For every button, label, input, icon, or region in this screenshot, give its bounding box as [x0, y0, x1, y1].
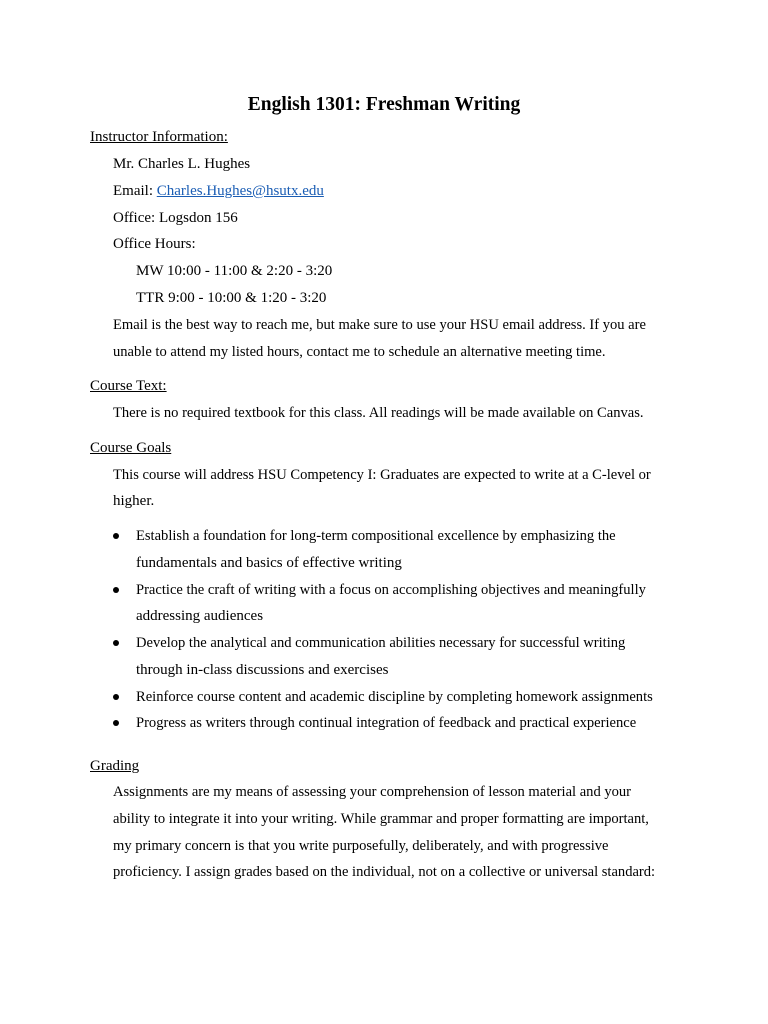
bullet-icon — [113, 694, 119, 700]
course-goals-heading: Course Goals — [90, 440, 172, 456]
bullet-icon — [113, 587, 119, 593]
instructor-info-heading: Instructor Information: — [90, 129, 228, 145]
office-hours-mw: MW 10:00 - 11:00 & 2:20 - 3:20 — [136, 263, 333, 279]
grading-line: Assignments are my means of assessing your comprehension of lesson material and your — [113, 784, 632, 800]
list-item-line: Develop the analytical and communication abilities necessary for successful writing — [136, 635, 626, 651]
grading-heading: Grading — [90, 758, 140, 774]
office-hours-ttr: TTR 9:00 - 10:00 & 1:20 - 3:20 — [136, 290, 327, 306]
list-item-line: Progress as writers through continual integration of feedback and practical experience — [136, 715, 637, 731]
list-item-line: Establish a foundation for long-term compositional excellence by emphasizing the — [136, 528, 616, 544]
email-label: Email: — [113, 183, 157, 199]
instructor-office: Office: Logsdon 156 — [113, 210, 238, 226]
bullet-icon — [113, 533, 119, 539]
course-goals-intro-line: This course will address HSU Competency I: Graduates are expected to write at a C-level or — [113, 467, 651, 483]
email-link[interactable]: Charles.Hughes@hsutx.edu — [156, 183, 324, 199]
list-item-line: Practice the craft of writing with a focus on accomplishing objectives and meaningfully — [136, 582, 646, 598]
list-item-line: addressing audiences — [136, 608, 264, 624]
bullet-icon — [113, 720, 119, 726]
office-hours-label: Office Hours: — [113, 236, 196, 252]
grading-line: ability to integrate it into your writing. While grammar and proper formatting are important, — [113, 811, 649, 827]
instructor-email-line — [113, 182, 324, 200]
course-goals-intro-line: higher. — [113, 493, 155, 509]
list-item-line: fundamentals and basics of effective writing — [136, 555, 402, 571]
grading-line: proficiency. I assign grades based on the individual, not on a collective or universal standard: — [113, 864, 656, 880]
grading-line: my primary concern is that you write purposefully, deliberately, and with progressive — [113, 838, 609, 854]
contact-note-line: unable to attend my listed hours, contact me to schedule an alternative meeting time. — [113, 344, 606, 360]
contact-note-line: Email is the best way to reach me, but make sure to use your HSU email address. If you are — [113, 317, 646, 333]
instructor-name: Mr. Charles L. Hughes — [113, 156, 251, 172]
bullet-icon — [113, 640, 119, 646]
list-item-line: Reinforce course content and academic discipline by completing homework assignments — [136, 689, 653, 705]
course-text-heading: Course Text: — [90, 378, 167, 394]
page-title: English 1301: Freshman Writing — [247, 94, 521, 115]
course-text-body: There is no required textbook for this class. All readings will be made available on Canvas. — [113, 405, 644, 421]
list-item-line: through in-class discussions and exercises — [136, 662, 389, 678]
